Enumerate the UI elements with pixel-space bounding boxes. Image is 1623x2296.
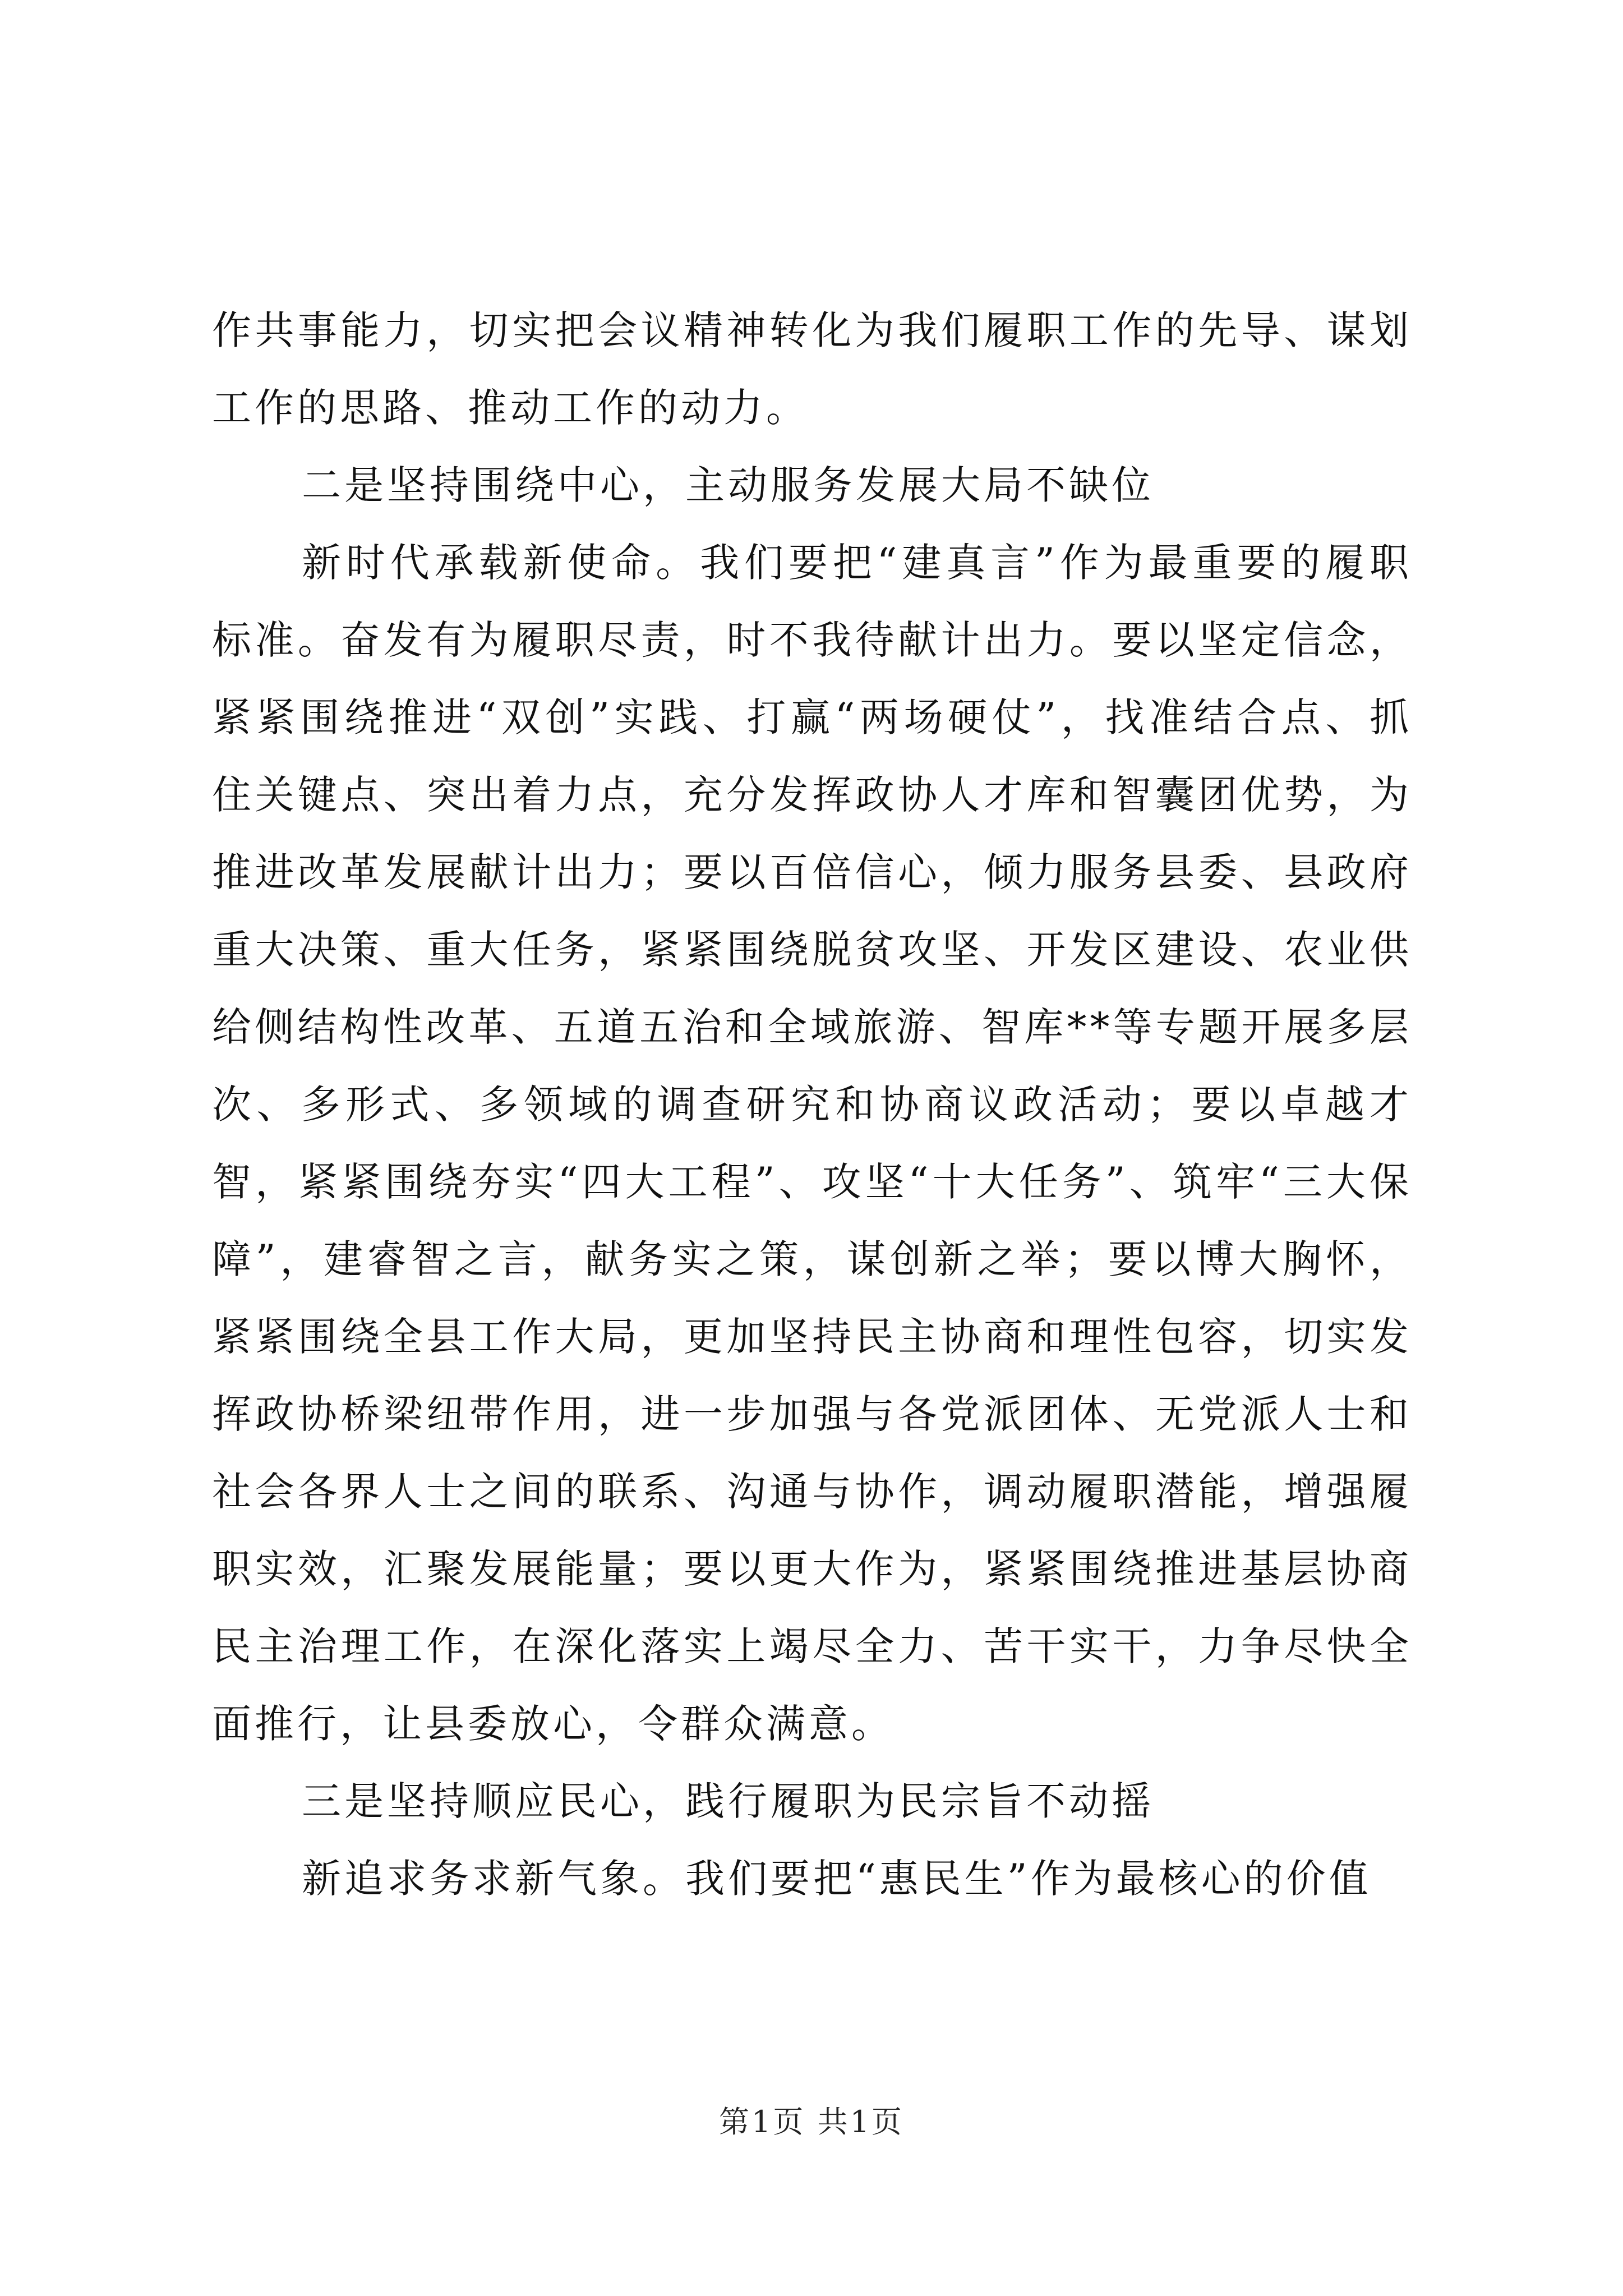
- page-footer: 第1页 共1页: [719, 2104, 904, 2139]
- document-body: [212, 292, 1412, 1917]
- paragraph-body-1: 新时代承载新使命。我们要把“建真言”作为最重要的履职标准。奋发有为履职尽责，时不我待献计出力。要以坚定信念，紧紧围绕推进“双创”实践、打赢“两场硬仗”，找准结合点、抓住关键点、突出着力点，充分发挥政协人才库和智囊团优势，为推进改革发展献计出力；要以百倍信心，倾力服务县委、县政府重大决策、重大任务，紧紧围绕脱贫攻坚、开发区建设、农业供给侧结构性改革、五道五治和全域旅游、智库**等专题开展多层次、多形式、多领域的调查研究和协商议政活动；要以卓越才智，紧紧围绕夯实“四大工程”、攻坚“十大任务”、筑牢“三大保障”，建睿智之言，献务实之策，谋创新之举；要以博大胸怀，紧紧围绕全县工作大局，更加坚持民主协商和理性包容，切实发挥政协桥梁纽带作用，进一步加强与各党派团体、无党派人士和社会各界人士之间的联系、沟通与协作，调动履职潜能，增强履职实效，汇聚发展能量；要以更大作为，紧紧围绕推进基层协商民主治理工作，在深化落实上竭尽全力、苦干实干，力争尽快全面推行，让县委放心，令群众满意。: [212, 540, 1412, 1747]
- section-heading-3: 三是坚持顺应民心，践行履职为民宗旨不动摇: [302, 1778, 1154, 1824]
- paragraph-continuation: 作共事能力，切实把会议精神转化为我们履职工作的先导、谋划工作的思路、推动工作的动力。: [212, 307, 1412, 431]
- section-heading-2: 二是坚持围绕中心，主动服务发展大局不缺位: [302, 462, 1154, 508]
- paragraph-body-2: 新追求务求新气象。我们要把“惠民生”作为最核心的价值: [302, 1856, 1372, 1902]
